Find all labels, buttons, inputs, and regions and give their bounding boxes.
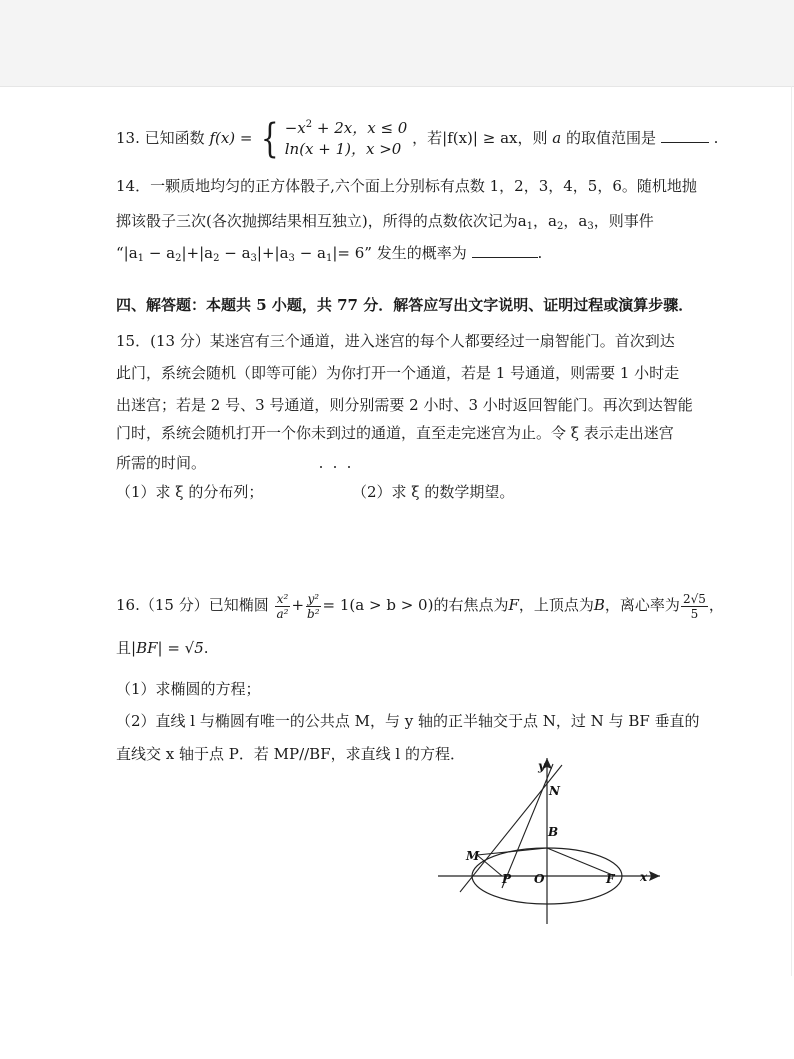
ellipse-figure bbox=[430, 752, 670, 932]
label-O: O bbox=[534, 872, 545, 886]
q15-line-1: 15．(13 分）某迷宫有三个通道，进入迷宫的每个人都要经过一扇智能门。首次到达 bbox=[116, 332, 675, 350]
q13-text-pre: 已知函数 bbox=[144, 129, 205, 147]
label-x: x bbox=[640, 870, 648, 884]
q13-number: 13. bbox=[116, 129, 140, 147]
q13-text-post: 的取值范围是 bbox=[566, 129, 657, 147]
segment-BF bbox=[547, 848, 615, 876]
q13-fx: f(x) = bbox=[209, 129, 253, 147]
label-N: N bbox=[549, 784, 560, 798]
section-4-heading: 四、解答题：本题共 5 小题，共 77 分．解答应写出文字说明、证明过程或演算步骤． bbox=[116, 296, 694, 314]
q15-line-3: 出迷宫；若是 2 号、3 号通道，则分别需要 2 小时、3 小时返回智能门。再次到达智能 bbox=[116, 396, 693, 414]
q16-part-2-line-2: 直线交 x 轴于点 P．若 MP//BF，求直线 l 的方程． bbox=[116, 745, 465, 763]
q14-line-3: “$|a_1 - a_2|+|a_2 - a_3|+|a_3 - a_1|= 6$” 发生的概率为 . bbox=[116, 244, 543, 264]
page-right-border bbox=[791, 86, 792, 976]
emphasis-dot bbox=[334, 466, 336, 468]
q13-var-a: a bbox=[552, 129, 562, 147]
q13-case-1: $-x^2 + 2x$，x ≤ 0 bbox=[284, 119, 408, 137]
q14-line-1: 14．一颗质地均匀的正方体骰子,六个面上分别标有点数 1，2，3，4，5，6。随机地抛 bbox=[116, 177, 697, 195]
q16-frac-e: $\frac{2√5}{5}$ bbox=[682, 591, 706, 621]
q13-cases bbox=[285, 118, 408, 160]
page-top-border bbox=[0, 86, 794, 87]
q13-answer-blank[interactable] bbox=[661, 128, 709, 143]
q14-answer-blank[interactable] bbox=[472, 243, 538, 258]
segment-MB bbox=[477, 848, 547, 855]
q15-part-1: （1）求 ξ 的分布列； bbox=[116, 483, 264, 501]
top-margin bbox=[0, 0, 794, 86]
q13-condition: ，若|f(x)| ≥ ax，则 bbox=[412, 129, 548, 147]
emphasis-dot bbox=[348, 466, 350, 468]
label-M: M bbox=[466, 849, 480, 863]
q13-period: . bbox=[713, 129, 719, 147]
q13-case-2: ln(x + 1)，x >0 bbox=[284, 140, 402, 158]
label-B: B bbox=[548, 825, 559, 839]
question-13 bbox=[116, 117, 718, 160]
line-NP bbox=[502, 764, 553, 888]
q16-line-2: 且|BF| = √5. bbox=[116, 639, 209, 657]
q16-part-1: （1）求椭圆的方程； bbox=[116, 680, 261, 698]
label-F: F bbox=[606, 872, 615, 886]
label-P: P bbox=[502, 872, 512, 886]
q16-line-1: 16.（15 分）已知椭圆 $\frac{\text{x²}}{\text{a²}}$ + $\frac{\text{y²}}{\text{b²}}$ = 1(a > b > 0)的右焦点为F，上顶点为B，离心率为 $\frac{2√5}{5}$ ， bbox=[116, 591, 724, 621]
q13-brace: { bbox=[261, 116, 279, 162]
emphasis-dot bbox=[320, 466, 322, 468]
q16-part-2-line-1: （2）直线 l 与椭圆有唯一的公共点 M，与 y 轴的正半轴交于点 N，过 N 与 BF 垂直的 bbox=[116, 712, 700, 730]
label-y: y bbox=[538, 759, 545, 773]
q14-line-2: 掷该骰子三次(各次抛掷结果相互独立)，所得的点数依次记为$a_1$，$a_2$，$a_3$，则事件 bbox=[116, 212, 654, 232]
q15-line-5: 所需的时间。 bbox=[116, 454, 207, 472]
q15-line-2: 此门，系统会随机（即等可能）为你打开一个通道，若是 1 号通道，则需要 1 小时走 bbox=[116, 364, 680, 382]
q15-line-4: 门时，系统会随机打开一个你未到过的通道，直至走完迷宫为止。令 ξ 表示走出迷宫 bbox=[116, 424, 674, 442]
q13-piecewise bbox=[257, 118, 407, 160]
q15-part-2: （2）求 ξ 的数学期望。 bbox=[352, 483, 515, 501]
q16-frac-y: $\frac{\text{y²}}{\text{b²}}$ bbox=[307, 591, 320, 621]
q16-frac-x: $\frac{\text{x²}}{\text{a²}}$ bbox=[276, 591, 289, 621]
